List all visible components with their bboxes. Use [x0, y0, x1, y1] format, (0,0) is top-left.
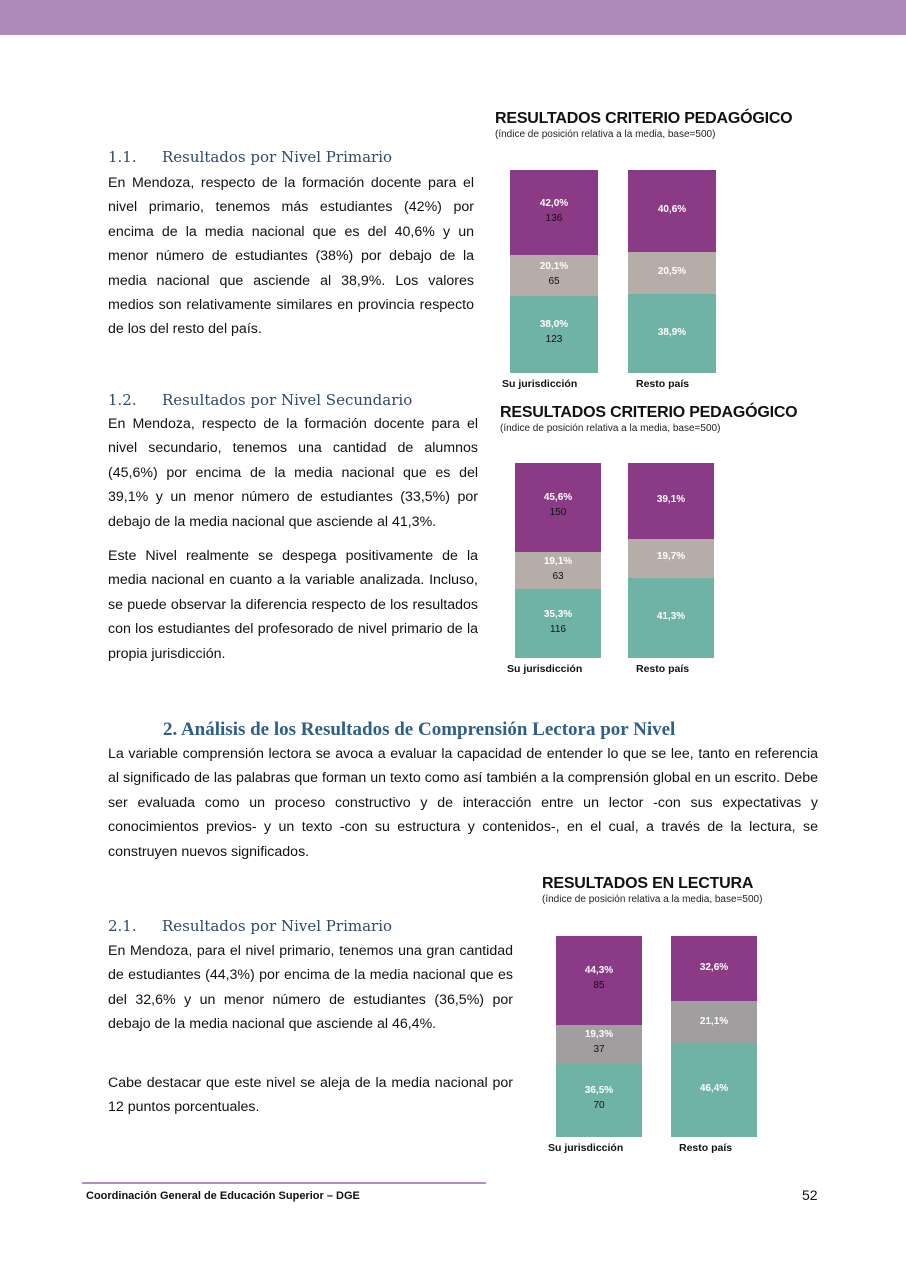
- percent-label: 19,1%: [543, 555, 573, 567]
- chart-subtitle: (índice de posición relativa a la media, base=500): [500, 423, 721, 434]
- category-label: Resto país: [679, 1142, 733, 1154]
- percent-label: 38,0%: [539, 319, 569, 331]
- percent-label: 42,0%: [539, 197, 569, 209]
- chart-subtitle: (índice de posición relativa a la media, base=500): [495, 129, 716, 140]
- category-label: Resto país: [636, 378, 690, 390]
- section-heading-1-2: [108, 391, 412, 409]
- paragraph: La variable comprensión lectora se avoca a evaluar la capacidad de entender lo que se lee, tanto en referencia al significado de las palabras que forman un texto como así también a la comprensión global en un escrito. Debe ser evaluada como un proceso constructivo y de interacción entre un lector -con sus expectativas y conocimientos previos- y un texto -con su estructura y contenidos-, en el cual, a través de la lectura, se construyen nuevos significados.: [108, 746, 818, 860]
- bar-segment-debajo: [510, 296, 598, 373]
- stacked-bar: [556, 936, 642, 1137]
- bar-segment-media: [556, 1025, 642, 1064]
- section-heading-2: 2. Análisis de los Resultados de Comprensión Lectora por Nivel: [163, 719, 676, 740]
- percent-label: 35,3%: [543, 608, 573, 620]
- percent-label: 38,9%: [657, 326, 687, 338]
- section-heading-2-1: [108, 917, 392, 935]
- category-label: Resto país: [636, 663, 690, 675]
- stacked-bar: [628, 463, 714, 658]
- section-number: 1.1.: [108, 148, 137, 166]
- bar-segment-debajo: [671, 1044, 757, 1137]
- percent-label: 41,3%: [656, 610, 686, 622]
- count-label: 116: [550, 623, 566, 635]
- bar-segment-media: [671, 1001, 757, 1043]
- bar-segment-encima: [556, 936, 642, 1025]
- chart-subtitle: (índice de posición relativa a la media, base=500): [542, 894, 763, 905]
- bar-segment-media: [628, 539, 714, 577]
- count-label: 85: [593, 980, 605, 992]
- paragraph: En Mendoza, respecto de la formación docente para el nivel primario, tenemos más estudiantes (42%) por encima de la media nacional que es del 40,6% y un menor número de estudiantes (38%) por debajo de la media nacional que asciende al 38,9%. Los valores medios son relativamente similares en provincia respecto de los del resto del país.: [108, 175, 474, 338]
- category-label: Su jurisdicción: [548, 1142, 624, 1154]
- bar-segment-media: [628, 252, 716, 294]
- chart-title: RESULTADOS CRITERIO PEDAGÓGICO: [500, 404, 798, 421]
- count-label: 150: [549, 507, 567, 519]
- category-label: Su jurisdicción: [502, 378, 578, 390]
- chart-title: RESULTADOS EN LECTURA: [542, 875, 754, 892]
- footer-divider: [82, 1182, 486, 1184]
- section-number: 1.2.: [108, 391, 137, 409]
- count-label: 123: [545, 334, 563, 346]
- bar-segment-encima: [671, 936, 757, 1001]
- paragraph: En Mendoza, para el nivel primario, tenemos una gran cantidad de estudiantes (44,3%) por encima de la media nacional que es del 32,6% y un menor número de estudiantes (36,5%) por debajo de la media nacional que asciende al 46,4%.: [108, 943, 513, 1033]
- chart-criterio-primario: [495, 110, 793, 390]
- bar-segment-media: [510, 255, 598, 296]
- stacked-bar: [628, 170, 716, 373]
- bar-segment-debajo: [515, 589, 601, 658]
- section-title: Resultados por Nivel Secundario: [162, 391, 413, 409]
- category-label: Su jurisdicción: [507, 663, 583, 675]
- percent-label: 19,3%: [584, 1029, 614, 1041]
- percent-label: 39,1%: [656, 494, 686, 506]
- section-title: Resultados por Nivel Primario: [162, 917, 393, 935]
- section-number: 2.1.: [108, 917, 137, 935]
- bar-segment-debajo: [628, 578, 714, 658]
- percent-label: 44,3%: [584, 965, 614, 977]
- percent-label: 20,1%: [539, 260, 569, 272]
- bar-segment-encima: [510, 170, 598, 255]
- stacked-bar: [671, 936, 757, 1137]
- chart-title: RESULTADOS CRITERIO PEDAGÓGICO: [495, 110, 793, 127]
- count-label: 37: [593, 1044, 605, 1056]
- percent-label: 46,4%: [699, 1083, 729, 1095]
- percent-label: 20,5%: [657, 266, 687, 278]
- chart-lectura-primario: [542, 875, 763, 1154]
- paragraph: Este Nivel realmente se despega positivamente de la media nacional en cuanto a la variable analizada. Incluso, se puede observar la diferencia respecto de los resultados con los estudiantes del profesorado de nivel primario de la propia jurisdicción.: [108, 548, 478, 662]
- page-number: 52: [802, 1187, 818, 1203]
- bar-segment-debajo: [628, 294, 716, 373]
- header-band: [0, 0, 906, 35]
- count-label: 70: [593, 1100, 605, 1112]
- bar-segment-debajo: [556, 1064, 642, 1137]
- percent-label: 40,6%: [657, 204, 687, 216]
- paragraph: En Mendoza, respecto de la formación docente para el nivel secundario, tenemos una cantidad de alumnos (45,6%) por encima de la media nacional que es del 39,1% y un menor número de estudiantes (33,5%) por debajo de la media nacional que asciende al 41,3%.: [108, 416, 478, 530]
- percent-label: 36,5%: [584, 1085, 614, 1097]
- paragraph: Cabe destacar que este nivel se aleja de la media nacional por 12 puntos porcentuales.: [108, 1075, 513, 1116]
- stacked-bar: [510, 170, 598, 373]
- chart-criterio-secundario: [500, 404, 798, 675]
- percent-label: 21,1%: [699, 1015, 729, 1027]
- footer-text: Coordinación General de Educación Superior – DGE: [86, 1190, 360, 1202]
- bar-segment-encima: [628, 463, 714, 539]
- count-label: 65: [548, 275, 560, 287]
- percent-label: 45,6%: [543, 492, 573, 504]
- bar-segment-encima: [628, 170, 716, 252]
- percent-label: 19,7%: [656, 551, 686, 563]
- count-label: 136: [545, 212, 563, 224]
- section-title: Resultados por Nivel Primario: [162, 148, 393, 166]
- bar-segment-media: [515, 552, 601, 589]
- bar-segment-encima: [515, 463, 601, 552]
- stacked-bar: [515, 463, 601, 658]
- percent-label: 32,6%: [699, 961, 729, 973]
- count-label: 63: [552, 570, 564, 582]
- section-heading-1-1: [108, 148, 392, 166]
